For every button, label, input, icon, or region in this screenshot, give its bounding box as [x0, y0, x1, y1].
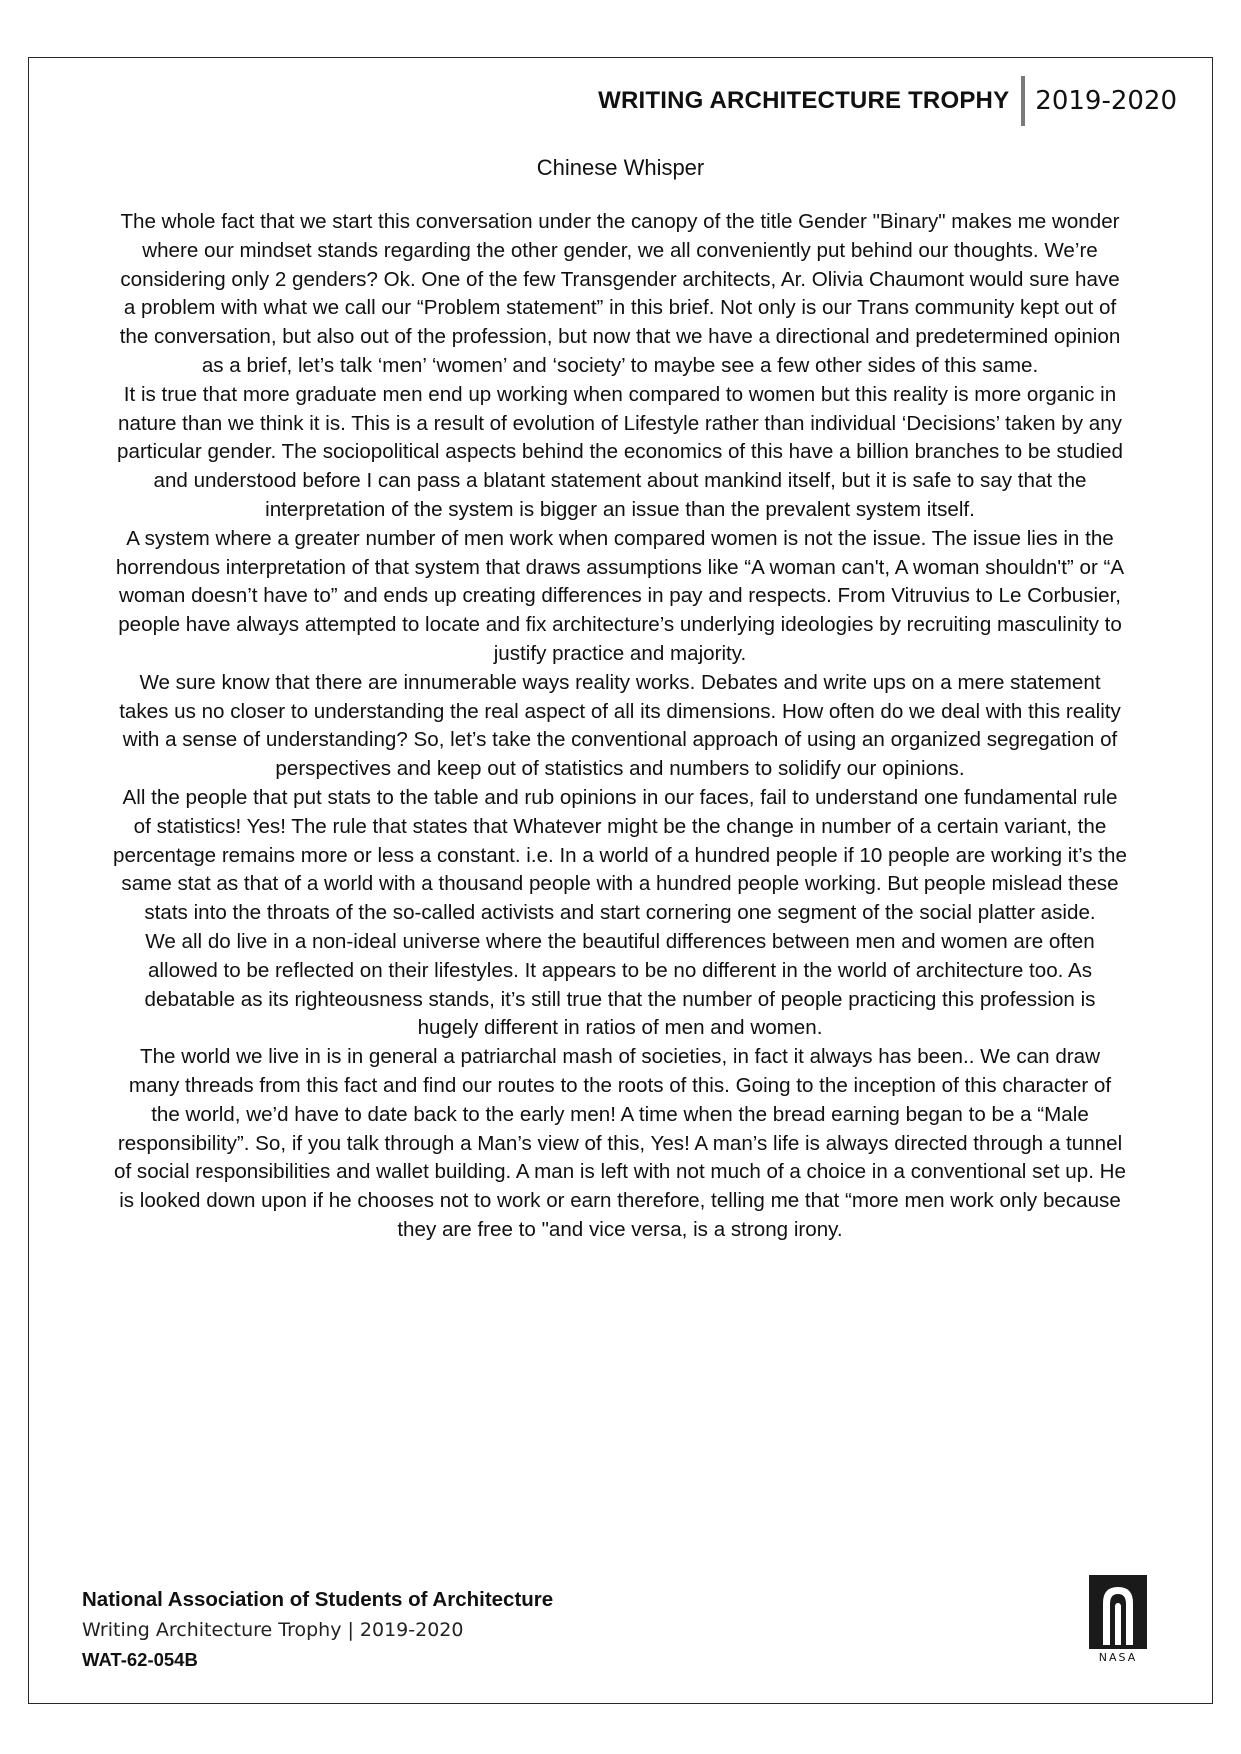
- footer-trophy: Writing Architecture Trophy | 2019-2020: [82, 1619, 464, 1641]
- essay-paragraph: We all do live in a non-ideal universe where the beautiful differences between men and women are often allowed to be reflected on their lifestyles. It appears to be no different in the world of architecture too. As debatable as its righteousness stands, it’s still true that the number of people practicing this profession is hugely different in ratios of men and women.: [144, 929, 1096, 1040]
- header-divider: [1021, 76, 1025, 126]
- essay-paragraph: All the people that put stats to the table and rub opinions in our faces, fail to understand one fundamental rule of statistics! Yes! The rule that states that Whatever might be the change in number of a certain variant, the percentage remains more or less a constant. i.e. In a world of a hundred people if 10 people are working it’s the same stat as that of a world with a thousand people with a hundred people working. But people mislead these stats into the throats of the so-called activists and start cornering one segment of the social platter aside.: [113, 785, 1127, 925]
- nasa-logo: [1089, 1575, 1147, 1667]
- nasa-logo-icon: [1089, 1575, 1147, 1649]
- page-header: [598, 76, 1177, 126]
- header-title: WRITING ARCHITECTURE TROPHY: [598, 87, 1010, 114]
- essay-body: [112, 208, 1128, 1245]
- essay-paragraph: It is true that more graduate men end up working when compared to women but this reality is more organic in nature than we think it is. This is a result of evolution of Lifestyle rather than individual ‘Decisions’ taken by any particular gender. The sociopolitical aspects behind the economics of this have a billion branches to be studied and understood before I can pass a blatant statement about mankind itself, but it is safe to say that the interpretation of the system is bigger an issue than the prevalent system itself.: [117, 382, 1123, 521]
- essay-title: Chinese Whisper: [536, 155, 705, 180]
- footer-organization: National Association of Students of Architecture: [82, 1588, 554, 1611]
- header-year: 2019-2020: [1035, 86, 1177, 116]
- essay-paragraph: The world we live in is in general a patriarchal mash of societies, in fact it always has been.. We can draw many threads from this fact and find our routes to the roots of this. Going to the inception of this character of the world, we’d have to date back to the early men! A time when the bread earning began to be a “Male responsibility”. So, if you talk through a Man’s view of this, Yes! A man’s life is always directed through a tunnel of social responsibilities and wallet building. A man is left with not much of a choice in a conventional set up. He is looked down upon if he chooses not to work or earn therefore, telling me that “more men work only because they are free to "and vice versa, is a strong irony.: [114, 1045, 1126, 1241]
- nasa-logo-text: NASA: [1098, 1651, 1138, 1664]
- essay-paragraph: We sure know that there are innumerable ways reality works. Debates and write ups on a mere statement takes us no closer to understanding the real aspect of all its dimensions. How often do we deal with this reality with a sense of understanding? So, let’s take the conventional approach of using an organized segregation of perspectives and keep out of statistics and numbers to solidify our opinions.: [119, 670, 1121, 781]
- footer-code: WAT-62-054B: [82, 1649, 198, 1670]
- page-footer: [82, 1585, 553, 1675]
- essay-paragraph: A system where a greater number of men work when compared women is not the issue. The issue lies in the horrendous interpretation of that system that draws assumptions like “A woman can't, A woman shouldn't” or “A woman doesn’t have to” and ends up creating differences in pay and respects. From Vitruvius to Le Corbusier, people have always attempted to locate and fix architecture’s underlying ideologies by recruiting masculinity to justify practice and majority.: [115, 526, 1125, 665]
- essay-paragraph: The whole fact that we start this conversation under the canopy of the title Gender "Binary" makes me wonder where our mindset stands regarding the other gender, we all conveniently put behind our thoughts. We’re considering only 2 genders? Ok. One of the few Transgender architects, Ar. Olivia Chaumont would sure have a problem with what we call our “Problem statement” in this brief. Not only is our Trans community kept out of the conversation, but also out of the profession, but now that we have a directional and predetermined opinion as a brief, let’s talk ‘men’ ‘women’ and ‘society’ to maybe see a few other sides of this same.: [119, 210, 1121, 377]
